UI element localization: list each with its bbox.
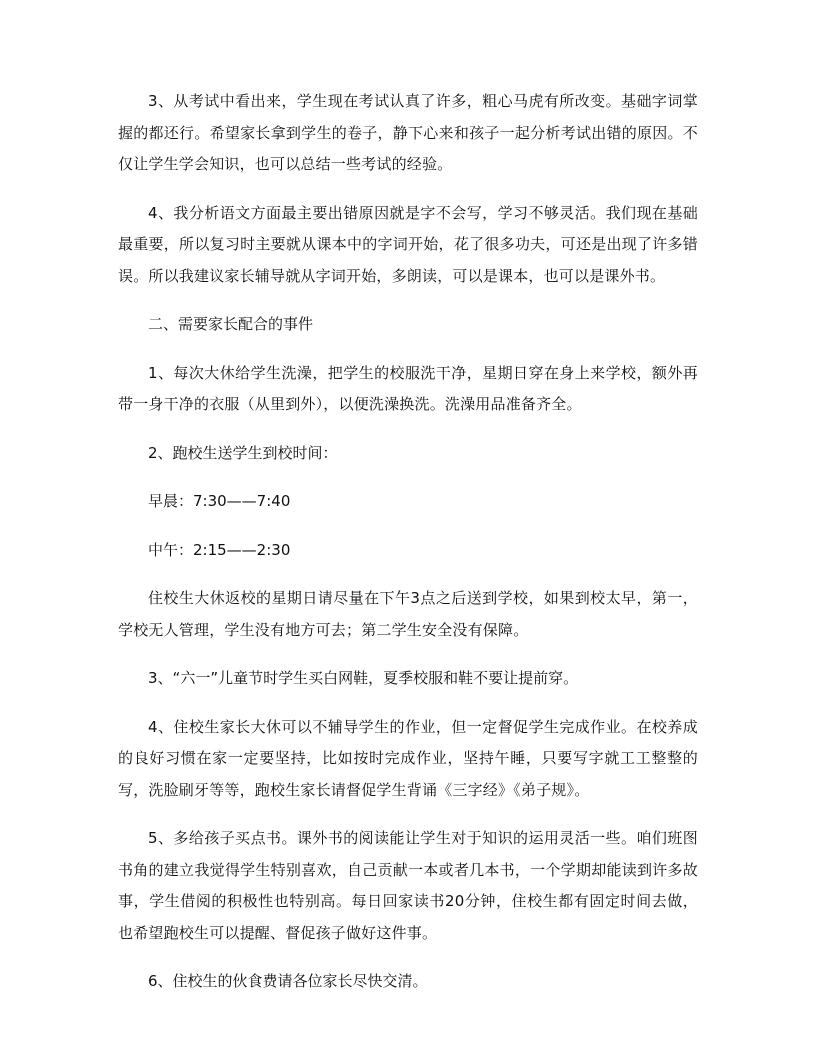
- paragraph-boarding-return: 住校生大休返校的星期日请尽量在下午3点之后送到学校，如果到校太早，第一，学校无人管理，学生没有地方可去；第二学生安全没有保障。: [118, 589, 698, 639]
- paragraph-chinese-analysis: 4、我分析语文方面最主要出错原因就是字不会写，学习不够灵活。我们现在基础最重要，所以复习时主要就从课本中的字词开始，花了很多功夫，可还是出现了许多错误。所以我建议家长辅导就从字词开始，多朗读，可以是课本，也可以是课外书。: [118, 203, 698, 285]
- paragraph-reading-books: 5、多给孩子买点书。课外书的阅读能让学生对于知识的运用灵活一些。咱们班图书角的建立我觉得学生特别喜欢，自己贡献一本或者几本书，一个学期却能读到许多故事，学生借阅的积极性也特别高。每日回家读书20分钟，住校生都有固定时间去做，也希望跑校生可以提醒、督促孩子做好这件事。: [118, 829, 698, 942]
- paragraph-arrival-times-heading: 2、跑校生送学生到校时间：: [148, 443, 338, 462]
- section-heading-parent-cooperation: 二、需要家长配合的事件: [148, 315, 314, 333]
- paragraph-noon-time: 中午：2:15——2:30: [148, 540, 291, 559]
- paragraph-childrens-day: 3、“六一”儿童节时学生买白网鞋，夏季校服和鞋不要让提前穿。: [148, 669, 579, 687]
- paragraph-homework-habits: 4、住校生家长大休可以不辅导学生的作业，但一定督促学生完成作业。在校养成的良好习惯在家一定要坚持，比如按时完成作业，坚持午睡，只要写字就工工整整的写，洗脸刷牙等等，跑校生家长请督促学生背诵《三字经》《弟子规》。: [118, 717, 698, 799]
- paragraph-meal-fees: 6、住校生的伙食费请各位家长尽快交清。: [148, 972, 428, 990]
- paragraph-exam-observation: 3、从考试中看出来，学生现在考试认真了许多，粗心马虎有所改变。基础字词掌握的都还行。希望家长拿到学生的卷子，静下心来和孩子一起分析考试出错的原因。不仅让学生学会知识，也可以总结一些考试的经验。: [118, 92, 698, 173]
- paragraph-bathing-uniform: 1、每次大休给学生洗澡，把学生的校服洗干净，星期日穿在身上来学校，额外再带一身干净的衣服（从里到外），以便洗澡换洗。洗澡用品准备齐全。: [118, 363, 698, 413]
- document-page: [118, 86, 698, 1015]
- paragraph-morning-time: 早晨：7:30——7:40: [148, 492, 291, 510]
